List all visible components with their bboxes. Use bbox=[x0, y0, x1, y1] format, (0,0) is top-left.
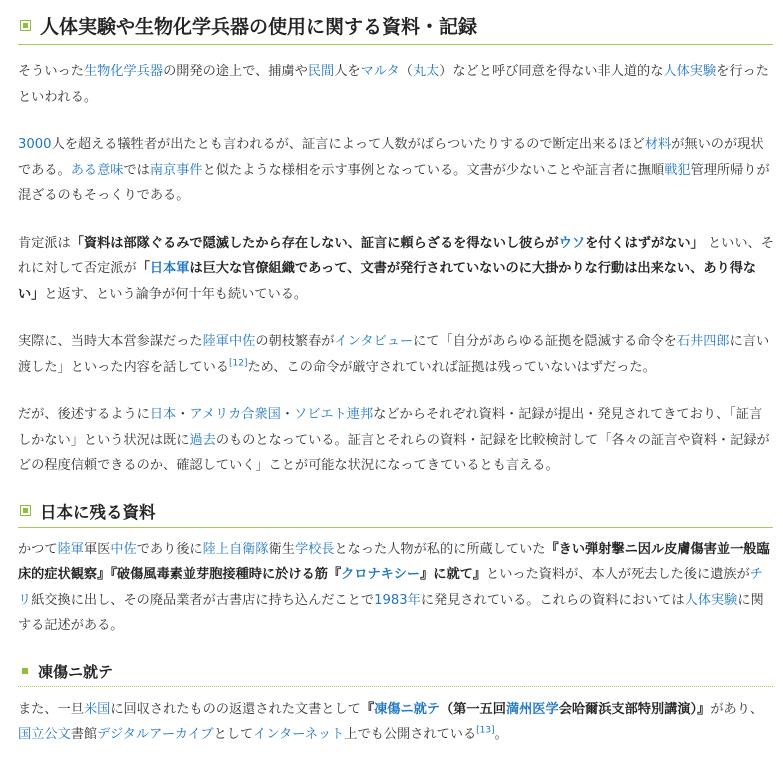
link-usa[interactable]: アメリカ合衆国 bbox=[189, 407, 281, 422]
link-nanjing-incident[interactable]: 南京事件 bbox=[149, 162, 203, 178]
link-usa-2[interactable]: 米国 bbox=[83, 701, 111, 717]
heading-marker-icon bbox=[20, 20, 31, 31]
link-army-lt-colonel[interactable]: 陸軍中佐 bbox=[202, 334, 256, 349]
paragraph-intro: そういった生物化学兵器の開発の途上で、捕虜や民間人をマルタ（丸太）などと呼び同意を得ない非人道的な人体実験を行ったといわれる。 bbox=[18, 64, 769, 105]
link-japan[interactable]: 日本 bbox=[149, 407, 177, 422]
paragraph-interview: 実際に、当時大本営参謀だった陸軍中佐の朝枝繁春がインタビューにて「自分があらゆる証拠を隠滅する命令を石井四郎に言い渡した」といった内容を話している[12]ため、この命令が厳守されていれば証拠は残っていないはずだった。 bbox=[18, 334, 770, 375]
heading-marker-icon bbox=[20, 505, 31, 516]
heading-marker-icon bbox=[22, 668, 28, 674]
link-chiri[interactable]: チリ bbox=[18, 567, 763, 608]
section-heading-text: 凍傷ニ就テ bbox=[38, 662, 114, 681]
reference-12[interactable]: [12] bbox=[229, 358, 248, 369]
link-3000[interactable]: 3000 bbox=[18, 137, 52, 152]
link-interview[interactable]: インタビュー bbox=[334, 334, 414, 349]
section-heading-text: 日本に残る資料 bbox=[40, 502, 156, 522]
link-civilian[interactable]: 民間 bbox=[307, 64, 335, 79]
link-ishii-shiro[interactable]: 石井四郎 bbox=[676, 334, 730, 349]
link-school-principal[interactable]: 学校長 bbox=[294, 541, 335, 557]
link-chronaxie[interactable]: クロナキシー bbox=[341, 567, 421, 582]
link-material[interactable]: 材料 bbox=[644, 137, 672, 152]
reference-13[interactable]: [13] bbox=[476, 725, 495, 736]
link-lt-colonel[interactable]: 中佐 bbox=[110, 541, 137, 557]
paragraph-records: だが、後述するように日本・アメリカ合衆国・ソビエト連邦などからそれぞれ資料・記録が提出・発見されてきており、「証言しかない」という状況は既に過去のものとなっている。証言とそれらの資料・記録を比較検討して「各々の証言や資料・記録がどの程度信頼できるのか、確認していく」ことが可能な状況になってきているとも言える。 bbox=[18, 407, 770, 473]
paragraph-frostbite: また、一旦米国に回収されたものの返還された文書として『凍傷ニ就テ（第一五回満州医学会哈爾浜支部特別講演）』があり、国立公文書館デジタルアーカイブとしてインターネット上でも公開されている[13]。 bbox=[18, 701, 764, 742]
link-national-archives[interactable]: 国立公文 bbox=[18, 727, 71, 742]
link-biochemical-weapons[interactable]: 生物化学兵器 bbox=[83, 64, 164, 79]
link-past[interactable]: 過去 bbox=[189, 432, 216, 448]
link-human-experiment-2[interactable]: 人体実験 bbox=[684, 592, 738, 608]
link-human-experiment[interactable]: 人体実験 bbox=[663, 64, 717, 79]
link-lie[interactable]: ウソ bbox=[558, 235, 586, 251]
link-japanese-army[interactable]: 日本軍 bbox=[149, 261, 190, 276]
link-internet[interactable]: インターネット bbox=[253, 727, 345, 742]
link-army[interactable]: 陸軍 bbox=[57, 541, 84, 557]
section-heading-human-experiments bbox=[18, 12, 773, 45]
link-digital-archive[interactable]: デジタルアーカイブ bbox=[97, 727, 214, 742]
section-heading-frostbite bbox=[18, 661, 773, 687]
link-maruta[interactable]: マルタ bbox=[360, 64, 400, 79]
link-gsdf[interactable]: 陸上自衛隊 bbox=[202, 541, 269, 557]
paragraph-victims: 3000人を超える犠牲者が出たとも言われるが、証言によって人数がばらついたりするので断定出来るほど材料が無いのが現状である。ある意味では南京事件と似たような様相を示す事例となっている。文書が少ないことや証言者に撫順戦犯管理所帰りが混ざるのもそっくりである。 bbox=[18, 137, 770, 203]
link-frostbite[interactable]: 凍傷ニ就テ bbox=[374, 701, 440, 717]
section-heading-text: 人体実験や生物化学兵器の使用に関する資料・記録 bbox=[40, 16, 478, 38]
paragraph-japan-documents: かつて陸軍軍医中佐であり後に陸上自衛隊衛生学校長となった人物が私的に所蔵していた『きい弾射撃ニ因ル皮膚傷害並一般臨床的症状観察』『破傷風毒素並芽胞接種時に於ける筋『クロナキシー』に就て』といった資料が、本人が死去した後に遺族がチリ紙交換に出し、その廃品業者が古書店に持ち込んだことで1983年に発見されている。これらの資料においては人体実験に関する記述がある。 bbox=[18, 541, 770, 633]
link-soviet-union[interactable]: ソビエト連邦 bbox=[294, 407, 374, 422]
link-1983[interactable]: 1983年 bbox=[374, 592, 421, 608]
link-log[interactable]: 丸太 bbox=[412, 64, 440, 79]
link-war-criminal[interactable]: 戦犯 bbox=[664, 162, 691, 178]
link-manchuria-medicine[interactable]: 満州医学 bbox=[505, 701, 559, 717]
section-heading-japan-records bbox=[18, 499, 773, 528]
paragraph-debate: 肯定派は「資料は部隊ぐるみで隠滅したから存在しない、証言に頼らざるを得ないし彼らがウソを付くはずがない」 といい、それに対して否定派が「日本軍は巨大な官僚組織であって、文書が発行されていないのに大掛かりな行動は出来ない、あり得ない」と返す、という論争が何十年も続いている。 bbox=[18, 235, 774, 302]
link-in-a-sense[interactable]: ある意味 bbox=[70, 162, 124, 178]
